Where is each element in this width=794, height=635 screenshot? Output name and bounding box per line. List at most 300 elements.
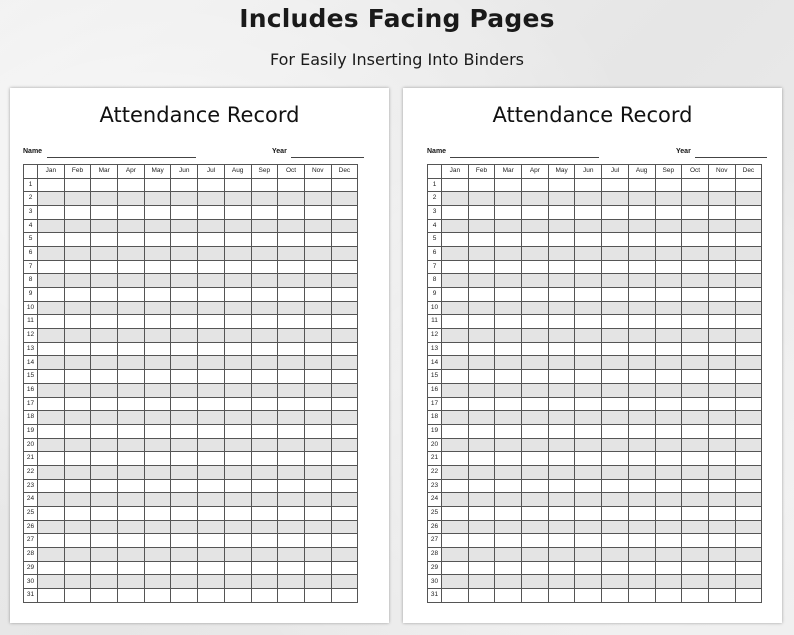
attendance-cell bbox=[735, 288, 762, 302]
attendance-cell bbox=[278, 288, 305, 302]
attendance-cell bbox=[602, 288, 629, 302]
day-number: 25 bbox=[24, 507, 38, 521]
attendance-cell bbox=[495, 534, 522, 548]
attendance-cell bbox=[548, 589, 575, 603]
attendance-page-left bbox=[10, 88, 389, 623]
attendance-cell bbox=[628, 356, 655, 370]
attendance-cell bbox=[655, 288, 682, 302]
attendance-cell bbox=[602, 219, 629, 233]
year-label: Year bbox=[272, 148, 287, 155]
attendance-cell bbox=[224, 507, 251, 521]
attendance-cell bbox=[548, 424, 575, 438]
attendance-cell bbox=[442, 315, 469, 329]
table-row bbox=[24, 246, 358, 260]
table-row bbox=[428, 288, 762, 302]
attendance-cell bbox=[91, 520, 118, 534]
attendance-cell bbox=[304, 534, 331, 548]
attendance-cell bbox=[118, 356, 145, 370]
attendance-cell bbox=[442, 534, 469, 548]
attendance-cell bbox=[224, 465, 251, 479]
attendance-cell bbox=[224, 342, 251, 356]
attendance-cell bbox=[468, 548, 495, 562]
attendance-cell bbox=[655, 507, 682, 521]
attendance-cell bbox=[278, 192, 305, 206]
attendance-cell bbox=[548, 534, 575, 548]
attendance-cell bbox=[682, 356, 709, 370]
attendance-cell bbox=[331, 589, 358, 603]
attendance-cell bbox=[224, 246, 251, 260]
attendance-cell bbox=[278, 452, 305, 466]
attendance-cell bbox=[548, 192, 575, 206]
attendance-cell bbox=[331, 356, 358, 370]
attendance-cell bbox=[171, 411, 198, 425]
attendance-cell bbox=[628, 465, 655, 479]
attendance-cell bbox=[64, 356, 91, 370]
attendance-cell bbox=[304, 465, 331, 479]
attendance-cell bbox=[468, 329, 495, 343]
attendance-cell bbox=[118, 342, 145, 356]
attendance-cell bbox=[655, 315, 682, 329]
attendance-cell bbox=[304, 383, 331, 397]
attendance-cell bbox=[144, 233, 171, 247]
attendance-cell bbox=[548, 411, 575, 425]
day-number: 7 bbox=[428, 260, 442, 274]
month-header: Jun bbox=[171, 165, 198, 179]
table-row bbox=[24, 370, 358, 384]
attendance-cell bbox=[331, 301, 358, 315]
attendance-cell bbox=[655, 246, 682, 260]
attendance-cell bbox=[495, 548, 522, 562]
attendance-cell bbox=[144, 329, 171, 343]
attendance-cell bbox=[198, 205, 225, 219]
attendance-cell bbox=[251, 411, 278, 425]
attendance-cell bbox=[548, 397, 575, 411]
attendance-cell bbox=[468, 219, 495, 233]
day-number: 26 bbox=[24, 520, 38, 534]
attendance-cell bbox=[198, 507, 225, 521]
day-number: 29 bbox=[428, 561, 442, 575]
attendance-cell bbox=[735, 397, 762, 411]
attendance-cell bbox=[198, 383, 225, 397]
attendance-cell bbox=[522, 246, 549, 260]
attendance-cell bbox=[495, 274, 522, 288]
attendance-cell bbox=[331, 205, 358, 219]
attendance-cell bbox=[331, 438, 358, 452]
attendance-cell bbox=[171, 397, 198, 411]
attendance-cell bbox=[198, 575, 225, 589]
attendance-cell bbox=[522, 424, 549, 438]
attendance-cell bbox=[548, 575, 575, 589]
attendance-cell bbox=[144, 507, 171, 521]
day-number: 21 bbox=[428, 452, 442, 466]
attendance-cell bbox=[278, 383, 305, 397]
attendance-cell bbox=[171, 561, 198, 575]
attendance-cell bbox=[91, 424, 118, 438]
attendance-cell bbox=[735, 329, 762, 343]
table-row bbox=[428, 342, 762, 356]
day-number: 7 bbox=[24, 260, 38, 274]
attendance-cell bbox=[548, 260, 575, 274]
attendance-cell bbox=[144, 589, 171, 603]
table-row bbox=[24, 383, 358, 397]
attendance-cell bbox=[251, 589, 278, 603]
attendance-cell bbox=[64, 493, 91, 507]
attendance-cell bbox=[91, 219, 118, 233]
attendance-cell bbox=[198, 534, 225, 548]
attendance-cell bbox=[171, 246, 198, 260]
attendance-cell bbox=[224, 575, 251, 589]
attendance-cell bbox=[708, 301, 735, 315]
attendance-cell bbox=[118, 219, 145, 233]
month-header: May bbox=[144, 165, 171, 179]
day-number: 27 bbox=[24, 534, 38, 548]
attendance-cell bbox=[171, 438, 198, 452]
attendance-cell bbox=[655, 438, 682, 452]
attendance-cell bbox=[628, 370, 655, 384]
attendance-cell bbox=[224, 534, 251, 548]
attendance-cell bbox=[655, 370, 682, 384]
year-line bbox=[695, 157, 767, 158]
attendance-cell bbox=[224, 424, 251, 438]
attendance-cell bbox=[575, 575, 602, 589]
day-number: 14 bbox=[24, 356, 38, 370]
attendance-cell bbox=[251, 205, 278, 219]
attendance-cell bbox=[468, 534, 495, 548]
attendance-cell bbox=[224, 493, 251, 507]
table-row bbox=[428, 589, 762, 603]
attendance-cell bbox=[198, 548, 225, 562]
attendance-cell bbox=[708, 356, 735, 370]
table-row bbox=[24, 507, 358, 521]
attendance-cell bbox=[144, 548, 171, 562]
attendance-cell bbox=[304, 507, 331, 521]
attendance-cell bbox=[495, 465, 522, 479]
attendance-cell bbox=[144, 178, 171, 192]
attendance-cell bbox=[575, 507, 602, 521]
day-number: 23 bbox=[428, 479, 442, 493]
attendance-cell bbox=[171, 575, 198, 589]
day-number: 4 bbox=[24, 219, 38, 233]
attendance-cell bbox=[575, 342, 602, 356]
attendance-cell bbox=[64, 397, 91, 411]
day-number: 4 bbox=[428, 219, 442, 233]
attendance-cell bbox=[38, 493, 65, 507]
attendance-cell bbox=[442, 178, 469, 192]
attendance-cell bbox=[118, 370, 145, 384]
attendance-cell bbox=[118, 534, 145, 548]
attendance-cell bbox=[224, 589, 251, 603]
attendance-cell bbox=[251, 329, 278, 343]
attendance-cell bbox=[251, 301, 278, 315]
attendance-cell bbox=[38, 452, 65, 466]
attendance-cell bbox=[522, 192, 549, 206]
attendance-cell bbox=[64, 274, 91, 288]
attendance-cell bbox=[304, 411, 331, 425]
attendance-cell bbox=[304, 329, 331, 343]
attendance-cell bbox=[602, 520, 629, 534]
attendance-cell bbox=[548, 383, 575, 397]
attendance-cell bbox=[91, 301, 118, 315]
attendance-cell bbox=[91, 575, 118, 589]
table-row bbox=[428, 219, 762, 233]
day-number: 8 bbox=[24, 274, 38, 288]
attendance-cell bbox=[468, 233, 495, 247]
attendance-cell bbox=[442, 274, 469, 288]
attendance-cell bbox=[468, 397, 495, 411]
attendance-cell bbox=[38, 548, 65, 562]
table-row bbox=[428, 424, 762, 438]
attendance-cell bbox=[522, 329, 549, 343]
attendance-cell bbox=[118, 246, 145, 260]
attendance-cell bbox=[602, 315, 629, 329]
attendance-cell bbox=[64, 438, 91, 452]
attendance-cell bbox=[198, 370, 225, 384]
table-row bbox=[24, 424, 358, 438]
attendance-cell bbox=[708, 233, 735, 247]
attendance-cell bbox=[198, 479, 225, 493]
attendance-cell bbox=[602, 589, 629, 603]
attendance-cell bbox=[442, 411, 469, 425]
table-row bbox=[428, 315, 762, 329]
attendance-cell bbox=[735, 219, 762, 233]
attendance-cell bbox=[442, 561, 469, 575]
attendance-cell bbox=[575, 561, 602, 575]
day-number: 17 bbox=[428, 397, 442, 411]
attendance-cell bbox=[655, 205, 682, 219]
day-number: 31 bbox=[428, 589, 442, 603]
name-label: Name bbox=[23, 148, 43, 155]
attendance-cell bbox=[171, 274, 198, 288]
day-number: 3 bbox=[428, 205, 442, 219]
attendance-cell bbox=[655, 260, 682, 274]
attendance-cell bbox=[198, 219, 225, 233]
attendance-cell bbox=[64, 205, 91, 219]
attendance-cell bbox=[735, 493, 762, 507]
attendance-cell bbox=[118, 383, 145, 397]
attendance-cell bbox=[224, 274, 251, 288]
attendance-cell bbox=[278, 438, 305, 452]
attendance-cell bbox=[548, 288, 575, 302]
day-number: 3 bbox=[24, 205, 38, 219]
attendance-cell bbox=[91, 205, 118, 219]
attendance-cell bbox=[522, 274, 549, 288]
month-header: Jun bbox=[575, 165, 602, 179]
attendance-cell bbox=[331, 397, 358, 411]
attendance-cell bbox=[522, 575, 549, 589]
attendance-cell bbox=[251, 479, 278, 493]
attendance-cell bbox=[331, 315, 358, 329]
attendance-cell bbox=[708, 589, 735, 603]
attendance-cell bbox=[655, 356, 682, 370]
attendance-cell bbox=[682, 507, 709, 521]
attendance-cell bbox=[735, 260, 762, 274]
day-number: 22 bbox=[24, 465, 38, 479]
attendance-cell bbox=[144, 561, 171, 575]
attendance-cell bbox=[278, 219, 305, 233]
attendance-cell bbox=[682, 178, 709, 192]
attendance-cell bbox=[442, 301, 469, 315]
attendance-cell bbox=[198, 260, 225, 274]
day-number: 10 bbox=[428, 301, 442, 315]
attendance-cell bbox=[171, 178, 198, 192]
attendance-cell bbox=[602, 493, 629, 507]
attendance-cell bbox=[628, 383, 655, 397]
attendance-cell bbox=[304, 424, 331, 438]
attendance-cell bbox=[495, 452, 522, 466]
attendance-cell bbox=[91, 178, 118, 192]
attendance-cell bbox=[304, 260, 331, 274]
attendance-cell bbox=[171, 520, 198, 534]
attendance-cell bbox=[575, 233, 602, 247]
attendance-cell bbox=[495, 520, 522, 534]
attendance-cell bbox=[144, 452, 171, 466]
attendance-cell bbox=[224, 370, 251, 384]
table-row bbox=[428, 520, 762, 534]
attendance-cell bbox=[118, 192, 145, 206]
table-row bbox=[428, 178, 762, 192]
attendance-cell bbox=[278, 493, 305, 507]
attendance-cell bbox=[708, 507, 735, 521]
attendance-cell bbox=[682, 575, 709, 589]
attendance-cell bbox=[38, 534, 65, 548]
attendance-cell bbox=[548, 548, 575, 562]
attendance-cell bbox=[602, 507, 629, 521]
attendance-cell bbox=[144, 575, 171, 589]
attendance-cell bbox=[575, 205, 602, 219]
attendance-cell bbox=[602, 329, 629, 343]
attendance-cell bbox=[91, 561, 118, 575]
attendance-cell bbox=[64, 465, 91, 479]
table-row bbox=[428, 233, 762, 247]
attendance-cell bbox=[64, 370, 91, 384]
attendance-cell bbox=[442, 575, 469, 589]
attendance-cell bbox=[522, 534, 549, 548]
attendance-cell bbox=[682, 260, 709, 274]
attendance-cell bbox=[38, 192, 65, 206]
attendance-cell bbox=[278, 260, 305, 274]
attendance-cell bbox=[602, 274, 629, 288]
attendance-cell bbox=[224, 315, 251, 329]
attendance-cell bbox=[682, 548, 709, 562]
attendance-cell bbox=[522, 452, 549, 466]
attendance-cell bbox=[91, 493, 118, 507]
attendance-cell bbox=[628, 411, 655, 425]
table-row bbox=[428, 246, 762, 260]
attendance-cell bbox=[655, 534, 682, 548]
attendance-cell bbox=[91, 329, 118, 343]
attendance-cell bbox=[331, 219, 358, 233]
attendance-cell bbox=[682, 479, 709, 493]
attendance-cell bbox=[708, 575, 735, 589]
attendance-cell bbox=[655, 219, 682, 233]
attendance-cell bbox=[251, 288, 278, 302]
attendance-cell bbox=[331, 233, 358, 247]
attendance-cell bbox=[304, 356, 331, 370]
day-number: 14 bbox=[428, 356, 442, 370]
month-header: Sep bbox=[251, 165, 278, 179]
day-number: 10 bbox=[24, 301, 38, 315]
attendance-cell bbox=[91, 260, 118, 274]
attendance-cell bbox=[118, 548, 145, 562]
attendance-cell bbox=[144, 411, 171, 425]
attendance-cell bbox=[331, 452, 358, 466]
attendance-cell bbox=[304, 397, 331, 411]
table-row bbox=[428, 205, 762, 219]
attendance-cell bbox=[628, 219, 655, 233]
attendance-cell bbox=[198, 192, 225, 206]
attendance-cell bbox=[331, 465, 358, 479]
attendance-cell bbox=[655, 493, 682, 507]
attendance-cell bbox=[198, 329, 225, 343]
table-row bbox=[24, 288, 358, 302]
attendance-cell bbox=[304, 219, 331, 233]
attendance-cell bbox=[224, 288, 251, 302]
attendance-cell bbox=[331, 575, 358, 589]
attendance-cell bbox=[251, 520, 278, 534]
attendance-cell bbox=[304, 233, 331, 247]
attendance-cell bbox=[278, 397, 305, 411]
attendance-cell bbox=[118, 178, 145, 192]
attendance-cell bbox=[304, 315, 331, 329]
attendance-cell bbox=[171, 342, 198, 356]
table-row bbox=[428, 411, 762, 425]
attendance-cell bbox=[224, 520, 251, 534]
day-number: 9 bbox=[24, 288, 38, 302]
day-number: 30 bbox=[428, 575, 442, 589]
attendance-cell bbox=[602, 178, 629, 192]
attendance-cell bbox=[735, 356, 762, 370]
attendance-cell bbox=[442, 233, 469, 247]
month-header: Apr bbox=[118, 165, 145, 179]
attendance-cell bbox=[442, 383, 469, 397]
attendance-cell bbox=[198, 438, 225, 452]
attendance-cell bbox=[495, 342, 522, 356]
attendance-cell bbox=[224, 192, 251, 206]
attendance-cell bbox=[522, 520, 549, 534]
attendance-cell bbox=[64, 424, 91, 438]
attendance-cell bbox=[171, 370, 198, 384]
attendance-cell bbox=[224, 219, 251, 233]
attendance-cell bbox=[442, 397, 469, 411]
attendance-cell bbox=[224, 411, 251, 425]
attendance-cell bbox=[575, 274, 602, 288]
attendance-cell bbox=[682, 329, 709, 343]
attendance-cell bbox=[575, 315, 602, 329]
attendance-cell bbox=[548, 342, 575, 356]
attendance-cell bbox=[198, 233, 225, 247]
attendance-cell bbox=[64, 288, 91, 302]
attendance-cell bbox=[708, 288, 735, 302]
attendance-cell bbox=[468, 205, 495, 219]
table-row bbox=[428, 452, 762, 466]
attendance-cell bbox=[575, 465, 602, 479]
attendance-cell bbox=[575, 452, 602, 466]
attendance-cell bbox=[198, 315, 225, 329]
day-number: 19 bbox=[428, 424, 442, 438]
attendance-cell bbox=[575, 370, 602, 384]
table-row bbox=[428, 534, 762, 548]
attendance-cell bbox=[251, 397, 278, 411]
attendance-cell bbox=[468, 411, 495, 425]
attendance-cell bbox=[655, 178, 682, 192]
attendance-cell bbox=[251, 575, 278, 589]
attendance-cell bbox=[522, 342, 549, 356]
page-title: Attendance Record bbox=[99, 103, 300, 127]
attendance-cell bbox=[655, 342, 682, 356]
attendance-cell bbox=[522, 411, 549, 425]
day-number: 24 bbox=[24, 493, 38, 507]
day-number: 31 bbox=[24, 589, 38, 603]
